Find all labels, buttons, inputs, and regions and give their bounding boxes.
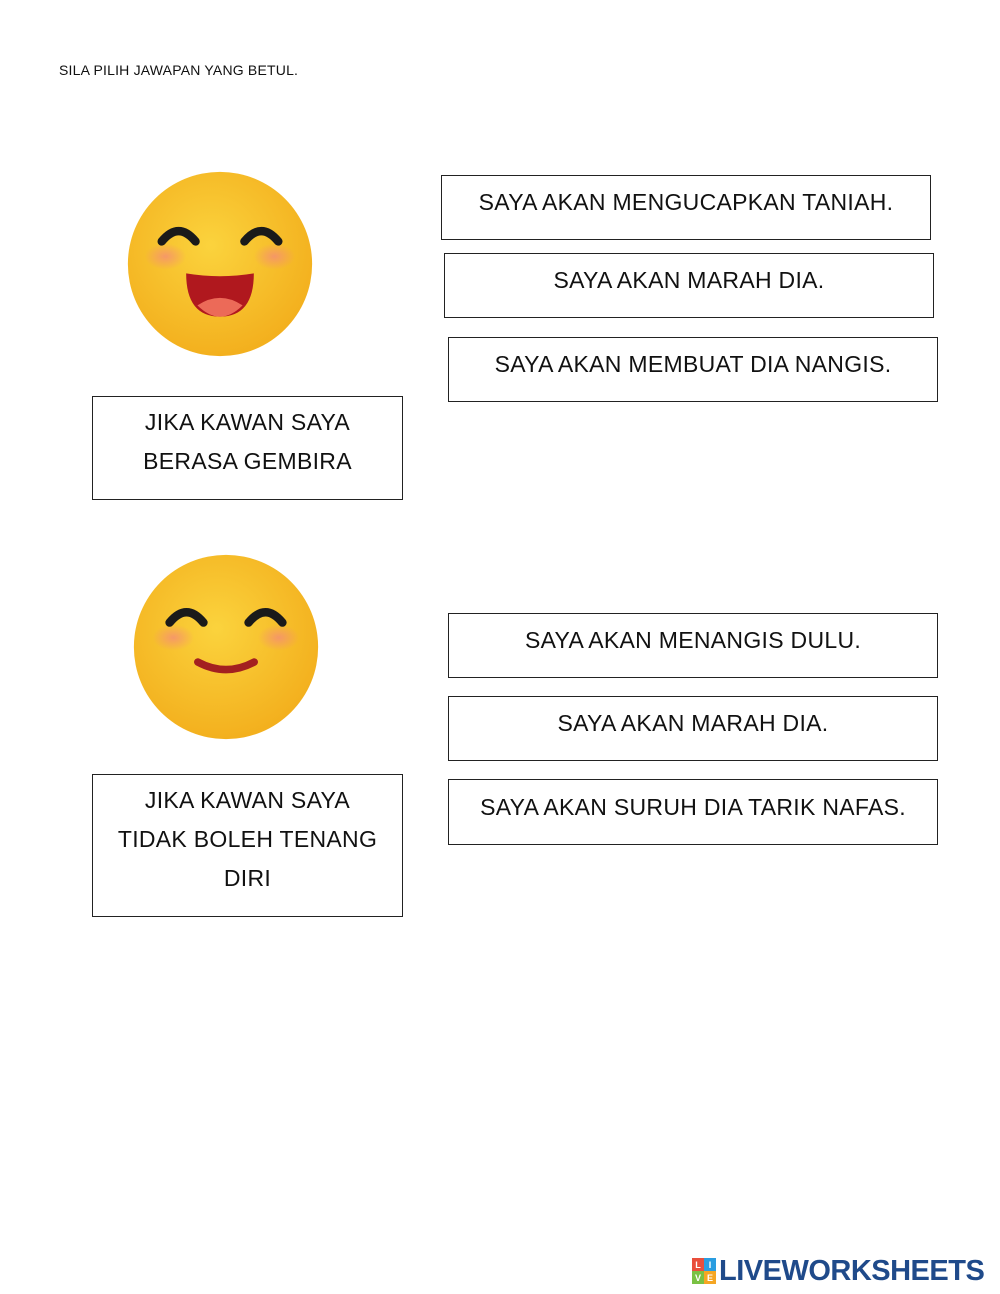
- question-prompt: JIKA KAWAN SAYA TIDAK BOLEH TENANG DIRI: [92, 774, 403, 917]
- answer-option[interactable]: SAYA AKAN MEMBUAT DIA NANGIS.: [448, 337, 938, 402]
- laughing-face-icon: [126, 170, 314, 358]
- answer-option[interactable]: SAYA AKAN MENGUCAPKAN TANIAH.: [441, 175, 931, 240]
- answer-option[interactable]: SAYA AKAN MARAH DIA.: [448, 696, 938, 761]
- logo-text: LIVEWORKSHEETS: [719, 1254, 985, 1287]
- smiling-face-icon: [132, 553, 320, 741]
- question-prompt: JIKA KAWAN SAYA BERASA GEMBIRA: [92, 396, 403, 500]
- answer-option[interactable]: SAYA AKAN MENANGIS DULU.: [448, 613, 938, 678]
- answer-option[interactable]: SAYA AKAN MARAH DIA.: [444, 253, 934, 318]
- logo-mark-icon: L I V E: [692, 1258, 716, 1284]
- answer-option[interactable]: SAYA AKAN SURUH DIA TARIK NAFAS.: [448, 779, 938, 845]
- instruction-text: SILA PILIH JAWAPAN YANG BETUL.: [59, 62, 299, 78]
- liveworksheets-logo: [692, 1253, 984, 1289]
